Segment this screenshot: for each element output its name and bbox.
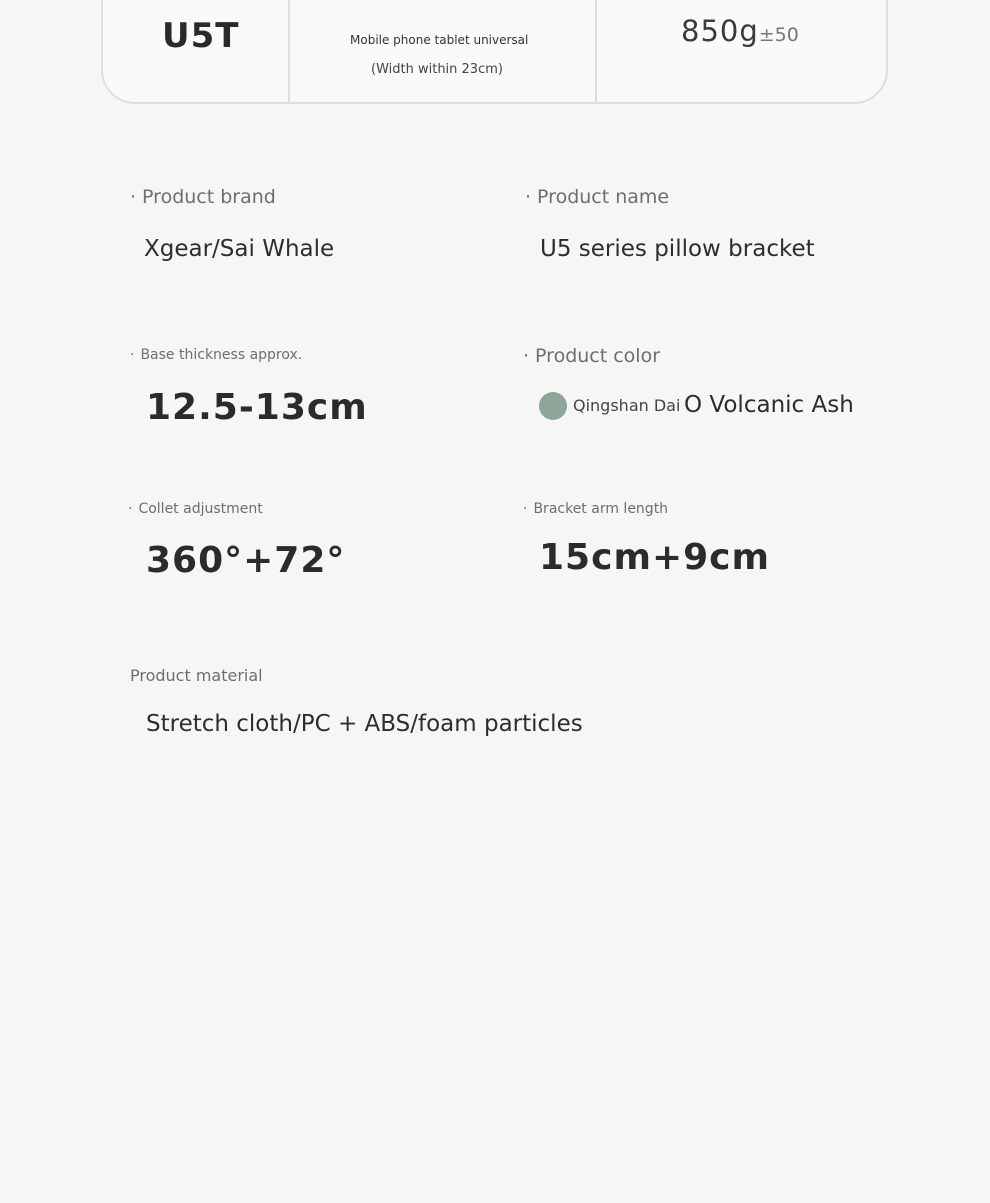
spec-table xyxy=(101,0,888,104)
brand-label-text: Product brand xyxy=(142,186,276,208)
bullet-dot: · xyxy=(130,186,137,208)
weight-value: 850g xyxy=(681,14,759,48)
color-option-volcanic-ash: O Volcanic Ash xyxy=(684,392,854,418)
material-label: Product material xyxy=(130,666,263,685)
color-label-text: Product color xyxy=(535,345,661,367)
brand-value: Xgear/Sai Whale xyxy=(144,236,335,262)
material-value: Stretch cloth/PC + ABS/foam particles xyxy=(146,711,583,737)
bullet-dot: · xyxy=(523,501,528,517)
weight xyxy=(681,14,799,48)
compatibility-text: Mobile phone tablet universal xyxy=(350,33,529,47)
arm-length-label-text: Bracket arm length xyxy=(533,501,669,517)
bullet-dot: · xyxy=(525,186,532,208)
name-value: U5 series pillow bracket xyxy=(540,236,815,262)
name-label xyxy=(525,186,669,208)
arm-length-label xyxy=(523,501,668,517)
arm-length-value: 15cm+9cm xyxy=(539,537,771,578)
color-option-qingshan-dai: Qingshan Dai xyxy=(573,396,681,415)
weight-cell xyxy=(597,0,886,102)
thickness-label xyxy=(130,347,302,363)
compatibility-width-note: (Width within 23cm) xyxy=(371,62,503,77)
weight-tolerance: ±50 xyxy=(758,24,799,46)
bullet-dot: · xyxy=(523,345,530,367)
color-swatch-qingshan-dai xyxy=(539,392,567,420)
model-name: U5T xyxy=(162,16,240,56)
bullet-dot: · xyxy=(128,501,133,517)
color-label xyxy=(523,345,660,367)
compatibility-cell xyxy=(290,0,597,102)
collet-label xyxy=(128,501,263,517)
collet-value: 360°+72° xyxy=(146,540,346,581)
model-cell xyxy=(103,0,290,102)
collet-label-text: Collet adjustment xyxy=(138,501,263,517)
bullet-dot: · xyxy=(130,347,135,363)
brand-label xyxy=(130,186,276,208)
name-label-text: Product name xyxy=(537,186,670,208)
thickness-label-text: Base thickness approx. xyxy=(140,347,303,363)
thickness-value: 12.5-13cm xyxy=(146,387,368,428)
